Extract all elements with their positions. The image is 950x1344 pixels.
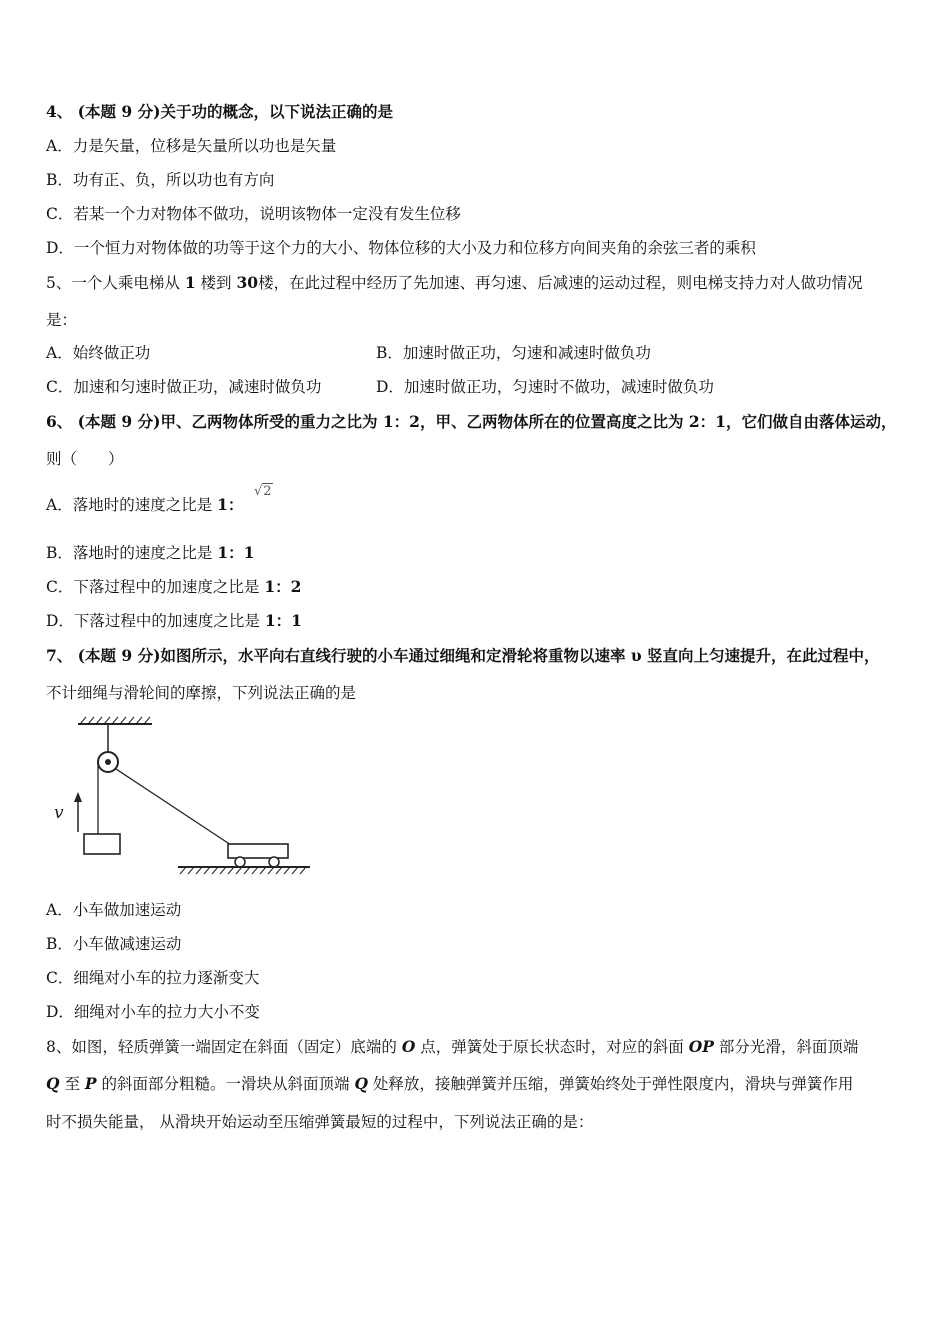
velocity-arrow-icon <box>74 792 82 832</box>
q6-stem-line2: 则（ ） <box>46 450 124 468</box>
q6-option-d <box>46 611 302 631</box>
q5-option-d: D．加速时做正功，匀速时不做功，减速时做负功 <box>376 378 714 396</box>
q6-option-c <box>46 577 301 597</box>
cart <box>228 844 288 867</box>
q8-point-q: Q <box>46 1074 60 1093</box>
pulley-cart-diagram <box>48 714 318 880</box>
q8-l1-c: 部分光滑，斜面顶端 <box>718 1038 859 1056</box>
q7-option-c: C．细绳对小车的拉力逐渐变大 <box>46 969 260 987</box>
q7-option-d: D．细绳对小车的拉力大小不变 <box>46 1003 260 1021</box>
q6-option-d-text: D．下落过程中的加速度之比是 <box>46 612 260 630</box>
velocity-label: v <box>54 803 64 823</box>
q5-stem-a: 5、一个人乘电梯从 <box>46 274 180 292</box>
q6-score: 9 <box>121 412 133 431</box>
q8-segment-op: OP <box>688 1037 714 1056</box>
q7-option-a: A．小车做加速运动 <box>46 901 182 919</box>
q5-stem-b: 楼到 <box>200 274 232 292</box>
q4-option-d: D．一个恒力对物体做的功等于这个力的大小、物体位移的大小及力和位移方向间夹角的余弦三者的乘积 <box>46 239 756 257</box>
q6-option-b <box>46 543 254 563</box>
q6-stem-b: ，甲、乙两物体所在的位置高度之比为 <box>419 412 684 431</box>
q7-stem-a: 分)如图所示，水平向右直线行驶的小车通过细绳和定滑轮将重物以速率 <box>137 646 626 665</box>
q8-l2-b: 的斜面部分粗糙。一滑块从斜面顶端 <box>101 1075 350 1093</box>
sqrt-symbol: √2 <box>254 484 272 499</box>
q5-stem-c: 楼，在此过程中经历了先加速、再匀速、后减速的运动过程，则电梯支持力对人做功情况 <box>258 274 863 292</box>
q7-score: 9 <box>121 646 133 665</box>
q4-option-b: B．功有正、负，所以功也有方向 <box>46 171 275 189</box>
q6-option-b-text: B．落地时的速度之比是 <box>46 544 213 562</box>
q8-l1-a: 8、如图，轻质弹簧一端固定在斜面（固定）底端的 <box>46 1038 397 1056</box>
q7-stem-prefix: 7、 (本题 <box>46 646 117 665</box>
q8-l1-b: 点，弹簧处于原长状态时，对应的斜面 <box>420 1038 684 1056</box>
q7-stem <box>46 646 880 666</box>
q8-line2 <box>46 1074 853 1094</box>
q5-floor-1: 1 <box>184 273 196 292</box>
q6-stem <box>46 412 896 432</box>
q6-option-a <box>46 495 243 515</box>
q4-option-a: A．力是矢量，位移是矢量所以功也是矢量 <box>46 137 337 155</box>
q6-option-b-value: 1：1 <box>217 543 255 562</box>
q6-option-c-value: 1：2 <box>264 577 302 596</box>
q6-option-a-value: 1： <box>217 495 244 514</box>
q4-option-c: C．若某一个力对物体不做功，说明该物体一定没有发生位移 <box>46 205 461 223</box>
q6-stem-c: ，它们做自由落体运动， <box>725 412 897 431</box>
q6-option-a-text: A．落地时的速度之比是 <box>46 496 213 514</box>
q6-ratio-1: 1：2 <box>382 412 420 431</box>
q6-option-d-value: 1：1 <box>264 611 302 630</box>
q5-floor-30: 30 <box>236 273 259 292</box>
q4-score: 9 <box>121 102 133 121</box>
q8-point-o: O <box>401 1037 416 1056</box>
sqrt-radicand: 2 <box>263 484 272 499</box>
q4-stem <box>46 102 393 122</box>
q7-velocity-symbol: υ <box>630 646 642 665</box>
q8-l2-a: 至 <box>64 1075 80 1093</box>
q8-line1 <box>46 1037 858 1057</box>
q7-stem-b: 竖直向上匀速提升，在此过程中， <box>647 646 880 665</box>
q6-option-c-text: C．下落过程中的加速度之比是 <box>46 578 260 596</box>
q6-stem-prefix: 6、 (本题 <box>46 412 117 431</box>
q8-line3: 时不损失能量， 从滑块开始运动至压缩弹簧最短的过程中，下列说法正确的是： <box>46 1113 594 1131</box>
q7-option-b: B．小车做减速运动 <box>46 935 182 953</box>
q4-stem-text: 分)关于功的概念，以下说法正确的是 <box>137 102 393 121</box>
q4-stem-prefix: 4、 (本题 <box>46 102 117 121</box>
q5-stem <box>46 273 863 293</box>
q5-option-a: A．始终做正功 <box>46 344 151 362</box>
ceiling-support <box>78 717 152 724</box>
q8-point-q-2: Q <box>354 1074 368 1093</box>
q5-option-b: B．加速时做正功，匀速和减速时做负功 <box>376 344 651 362</box>
q8-l2-c: 处释放，接触弹簧并压缩，弹簧始终处于弹性限度内，滑块与弹簧作用 <box>372 1075 854 1093</box>
ground <box>178 867 310 874</box>
pulley-icon <box>98 752 118 772</box>
q6-ratio-2: 2：1 <box>688 412 726 431</box>
q8-point-p: P <box>84 1074 97 1093</box>
q7-stem-line2: 不计细绳与滑轮间的摩擦，下列说法正确的是 <box>46 684 357 702</box>
q5-stem-line2: 是： <box>46 311 78 329</box>
hanging-weight <box>84 834 120 854</box>
q6-stem-a: 分)甲、乙两物体所受的重力之比为 <box>137 412 378 431</box>
q5-option-c: C．加速和匀速时做正功，减速时做负功 <box>46 378 322 396</box>
slanted-rope <box>116 769 234 847</box>
